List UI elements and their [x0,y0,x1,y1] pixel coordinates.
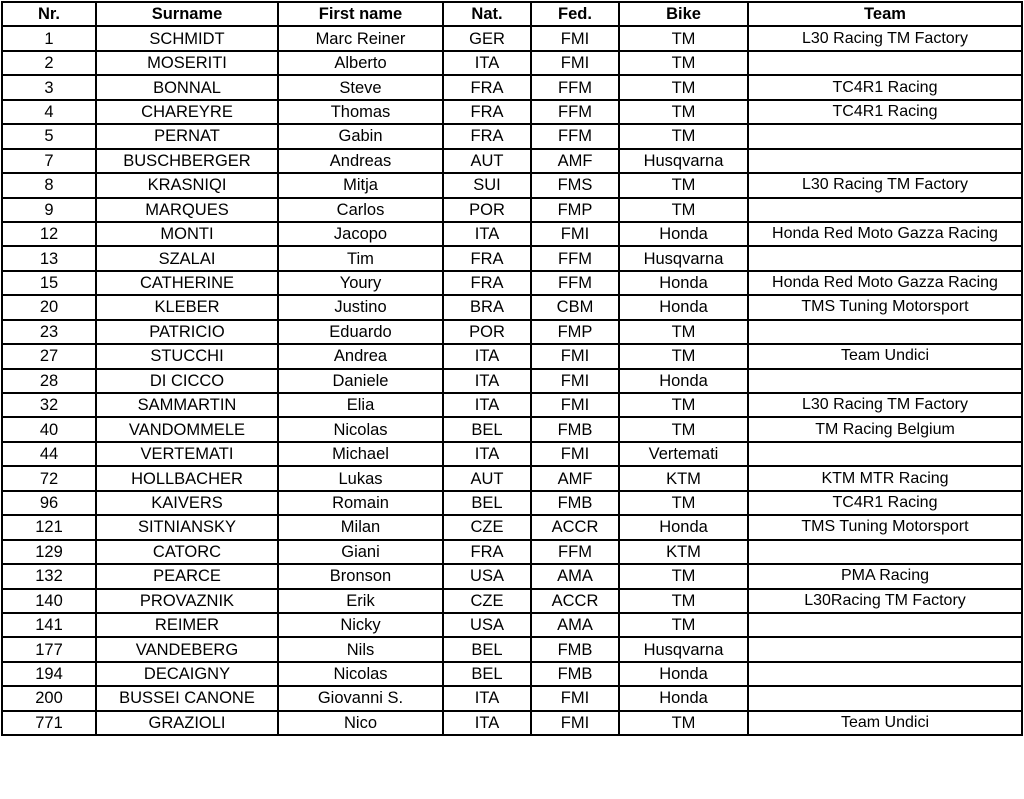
cell-team: TC4R1 Racing [748,75,1022,99]
table-row [2,564,1022,588]
cell-bike: TM [619,100,748,124]
cell-first-name: Jacopo [278,222,443,246]
cell-nat: AUT [443,466,531,490]
column-header-team: Team [748,2,1022,26]
table-row [2,173,1022,197]
table-row [2,100,1022,124]
cell-nr: 1 [2,26,96,50]
column-header-nat: Nat. [443,2,531,26]
table-row [2,686,1022,710]
table-row [2,613,1022,637]
cell-first-name: Nicky [278,613,443,637]
cell-team [748,686,1022,710]
table-row [2,589,1022,613]
cell-first-name: Justino [278,295,443,319]
cell-fed: FMI [531,686,619,710]
cell-bike: TM [619,51,748,75]
cell-first-name: Gabin [278,124,443,148]
column-header-nr: Nr. [2,2,96,26]
cell-fed: FFM [531,246,619,270]
cell-surname: BUSSEI CANONE [96,686,278,710]
cell-team: Team Undici [748,711,1022,735]
cell-nr: 121 [2,515,96,539]
cell-nat: BRA [443,295,531,319]
table-row [2,417,1022,441]
cell-fed: AMA [531,564,619,588]
table-row [2,344,1022,368]
cell-nat: AUT [443,149,531,173]
cell-surname: VANDOMMELE [96,417,278,441]
cell-nr: 44 [2,442,96,466]
cell-first-name: Steve [278,75,443,99]
table-row [2,75,1022,99]
cell-fed: FMP [531,198,619,222]
cell-surname: VANDEBERG [96,637,278,661]
table-row [2,540,1022,564]
cell-fed: AMF [531,149,619,173]
cell-nat: ITA [443,51,531,75]
cell-bike: Honda [619,515,748,539]
cell-surname: SCHMIDT [96,26,278,50]
cell-nat: ITA [443,393,531,417]
cell-nat: ITA [443,442,531,466]
cell-bike: KTM [619,540,748,564]
cell-team [748,198,1022,222]
table-row [2,466,1022,490]
cell-team [748,613,1022,637]
cell-first-name: Nico [278,711,443,735]
cell-fed: CBM [531,295,619,319]
cell-nat: BEL [443,637,531,661]
cell-nat: CZE [443,515,531,539]
cell-nat: BEL [443,417,531,441]
cell-fed: FMI [531,711,619,735]
cell-bike: TM [619,491,748,515]
cell-team [748,246,1022,270]
cell-bike: Honda [619,222,748,246]
table-body [2,26,1022,735]
cell-team: Team Undici [748,344,1022,368]
cell-surname: PERNAT [96,124,278,148]
cell-first-name: Giani [278,540,443,564]
cell-bike: TM [619,75,748,99]
cell-fed: FFM [531,124,619,148]
cell-surname: STUCCHI [96,344,278,368]
cell-bike: TM [619,124,748,148]
cell-nr: 140 [2,589,96,613]
cell-fed: FMB [531,662,619,686]
cell-team: TM Racing Belgium [748,417,1022,441]
cell-fed: FMB [531,491,619,515]
cell-nat: USA [443,613,531,637]
entry-list [1,1,1023,797]
cell-bike: TM [619,26,748,50]
cell-fed: FFM [531,540,619,564]
cell-bike: TM [619,613,748,637]
cell-bike: Honda [619,686,748,710]
cell-nr: 32 [2,393,96,417]
cell-nr: 13 [2,246,96,270]
table-row [2,149,1022,173]
cell-first-name: Milan [278,515,443,539]
cell-nat: FRA [443,124,531,148]
cell-nat: POR [443,198,531,222]
table-row [2,442,1022,466]
cell-nr: 141 [2,613,96,637]
cell-nat: BEL [443,491,531,515]
cell-first-name: Romain [278,491,443,515]
cell-nr: 40 [2,417,96,441]
cell-nr: 20 [2,295,96,319]
cell-team [748,369,1022,393]
cell-fed: FMI [531,369,619,393]
cell-team: TC4R1 Racing [748,491,1022,515]
cell-nat: FRA [443,271,531,295]
table-row [2,320,1022,344]
cell-first-name: Eduardo [278,320,443,344]
cell-fed: FFM [531,100,619,124]
cell-nr: 5 [2,124,96,148]
cell-surname: SAMMARTIN [96,393,278,417]
cell-fed: FMI [531,51,619,75]
cell-nat: GER [443,26,531,50]
cell-fed: FMB [531,417,619,441]
cell-nat: POR [443,320,531,344]
cell-first-name: Alberto [278,51,443,75]
cell-fed: AMF [531,466,619,490]
cell-nr: 7 [2,149,96,173]
table-row [2,369,1022,393]
cell-surname: PEARCE [96,564,278,588]
cell-surname: BONNAL [96,75,278,99]
cell-first-name: Erik [278,589,443,613]
cell-surname: PROVAZNIK [96,589,278,613]
cell-fed: FMB [531,637,619,661]
cell-bike: Honda [619,295,748,319]
cell-surname: DI CICCO [96,369,278,393]
cell-bike: Husqvarna [619,637,748,661]
column-header-fed: Fed. [531,2,619,26]
cell-bike: Honda [619,369,748,393]
cell-surname: PATRICIO [96,320,278,344]
cell-team: TC4R1 Racing [748,100,1022,124]
cell-team [748,662,1022,686]
cell-fed: AMA [531,613,619,637]
cell-surname: KAIVERS [96,491,278,515]
cell-nr: 129 [2,540,96,564]
cell-first-name: Nicolas [278,417,443,441]
cell-bike: TM [619,564,748,588]
cell-team [748,442,1022,466]
cell-bike: Honda [619,271,748,295]
cell-first-name: Giovanni S. [278,686,443,710]
cell-nr: 12 [2,222,96,246]
cell-nr: 194 [2,662,96,686]
cell-nr: 771 [2,711,96,735]
cell-first-name: Mitja [278,173,443,197]
cell-team [748,637,1022,661]
cell-surname: MONTI [96,222,278,246]
cell-first-name: Lukas [278,466,443,490]
cell-fed: FFM [531,75,619,99]
cell-nr: 132 [2,564,96,588]
cell-nr: 4 [2,100,96,124]
cell-bike: TM [619,198,748,222]
cell-team: Honda Red Moto Gazza Racing [748,222,1022,246]
cell-nat: ITA [443,686,531,710]
cell-team: L30 Racing TM Factory [748,393,1022,417]
table-row [2,26,1022,50]
cell-team: L30Racing TM Factory [748,589,1022,613]
cell-nat: ITA [443,369,531,393]
table-row [2,198,1022,222]
cell-surname: MARQUES [96,198,278,222]
cell-nat: SUI [443,173,531,197]
cell-nat: ITA [443,344,531,368]
cell-team: TMS Tuning Motorsport [748,295,1022,319]
column-header-first-name: First name [278,2,443,26]
cell-team [748,540,1022,564]
cell-fed: FMP [531,320,619,344]
cell-surname: REIMER [96,613,278,637]
cell-first-name: Youry [278,271,443,295]
column-header-bike: Bike [619,2,748,26]
cell-bike: TM [619,173,748,197]
cell-bike: TM [619,320,748,344]
cell-bike: Husqvarna [619,246,748,270]
cell-nat: USA [443,564,531,588]
header-row [2,2,1022,26]
cell-first-name: Andrea [278,344,443,368]
cell-surname: KLEBER [96,295,278,319]
cell-nr: 177 [2,637,96,661]
cell-first-name: Andreas [278,149,443,173]
table-row [2,515,1022,539]
table-row [2,271,1022,295]
cell-bike: TM [619,393,748,417]
cell-surname: SZALAI [96,246,278,270]
cell-surname: MOSERITI [96,51,278,75]
cell-first-name: Tim [278,246,443,270]
table-row [2,393,1022,417]
cell-surname: BUSCHBERGER [96,149,278,173]
cell-nat: CZE [443,589,531,613]
cell-bike: TM [619,417,748,441]
cell-nr: 200 [2,686,96,710]
table-row [2,711,1022,735]
cell-first-name: Daniele [278,369,443,393]
table-row [2,124,1022,148]
cell-surname: GRAZIOLI [96,711,278,735]
column-header-surname: Surname [96,2,278,26]
cell-surname: CATORC [96,540,278,564]
cell-team: Honda Red Moto Gazza Racing [748,271,1022,295]
cell-nr: 28 [2,369,96,393]
cell-team: L30 Racing TM Factory [748,173,1022,197]
cell-first-name: Nicolas [278,662,443,686]
cell-surname: KRASNIQI [96,173,278,197]
cell-bike: TM [619,711,748,735]
rider-table [1,1,1023,736]
cell-bike: TM [619,344,748,368]
cell-nat: BEL [443,662,531,686]
cell-fed: ACCR [531,589,619,613]
table-row [2,662,1022,686]
cell-team [748,149,1022,173]
cell-surname: DECAIGNY [96,662,278,686]
table-row [2,491,1022,515]
cell-nr: 72 [2,466,96,490]
cell-nat: ITA [443,222,531,246]
cell-nat: FRA [443,540,531,564]
cell-team [748,320,1022,344]
cell-first-name: Michael [278,442,443,466]
cell-nr: 27 [2,344,96,368]
cell-team: KTM MTR Racing [748,466,1022,490]
table-row [2,51,1022,75]
cell-fed: FMS [531,173,619,197]
table-row [2,246,1022,270]
table-row [2,637,1022,661]
cell-nat: FRA [443,246,531,270]
cell-surname: CHAREYRE [96,100,278,124]
cell-nat: FRA [443,75,531,99]
cell-surname: CATHERINE [96,271,278,295]
cell-team [748,51,1022,75]
cell-fed: FMI [531,442,619,466]
cell-nr: 2 [2,51,96,75]
cell-nr: 96 [2,491,96,515]
cell-surname: SITNIANSKY [96,515,278,539]
cell-team [748,124,1022,148]
cell-fed: FMI [531,344,619,368]
cell-first-name: Bronson [278,564,443,588]
cell-fed: FMI [531,393,619,417]
table-row [2,295,1022,319]
table-row [2,222,1022,246]
cell-bike: Vertemati [619,442,748,466]
cell-bike: Husqvarna [619,149,748,173]
cell-nr: 9 [2,198,96,222]
cell-nr: 3 [2,75,96,99]
cell-first-name: Thomas [278,100,443,124]
cell-bike: Honda [619,662,748,686]
cell-team: TMS Tuning Motorsport [748,515,1022,539]
cell-nr: 15 [2,271,96,295]
cell-bike: TM [619,589,748,613]
cell-fed: FFM [531,271,619,295]
cell-fed: FMI [531,26,619,50]
cell-bike: KTM [619,466,748,490]
cell-nr: 8 [2,173,96,197]
cell-surname: HOLLBACHER [96,466,278,490]
cell-first-name: Nils [278,637,443,661]
cell-first-name: Carlos [278,198,443,222]
cell-first-name: Marc Reiner [278,26,443,50]
cell-surname: VERTEMATI [96,442,278,466]
cell-team: PMA Racing [748,564,1022,588]
cell-fed: FMI [531,222,619,246]
cell-first-name: Elia [278,393,443,417]
cell-nat: ITA [443,711,531,735]
cell-nat: FRA [443,100,531,124]
cell-team: L30 Racing TM Factory [748,26,1022,50]
cell-nr: 23 [2,320,96,344]
cell-fed: ACCR [531,515,619,539]
